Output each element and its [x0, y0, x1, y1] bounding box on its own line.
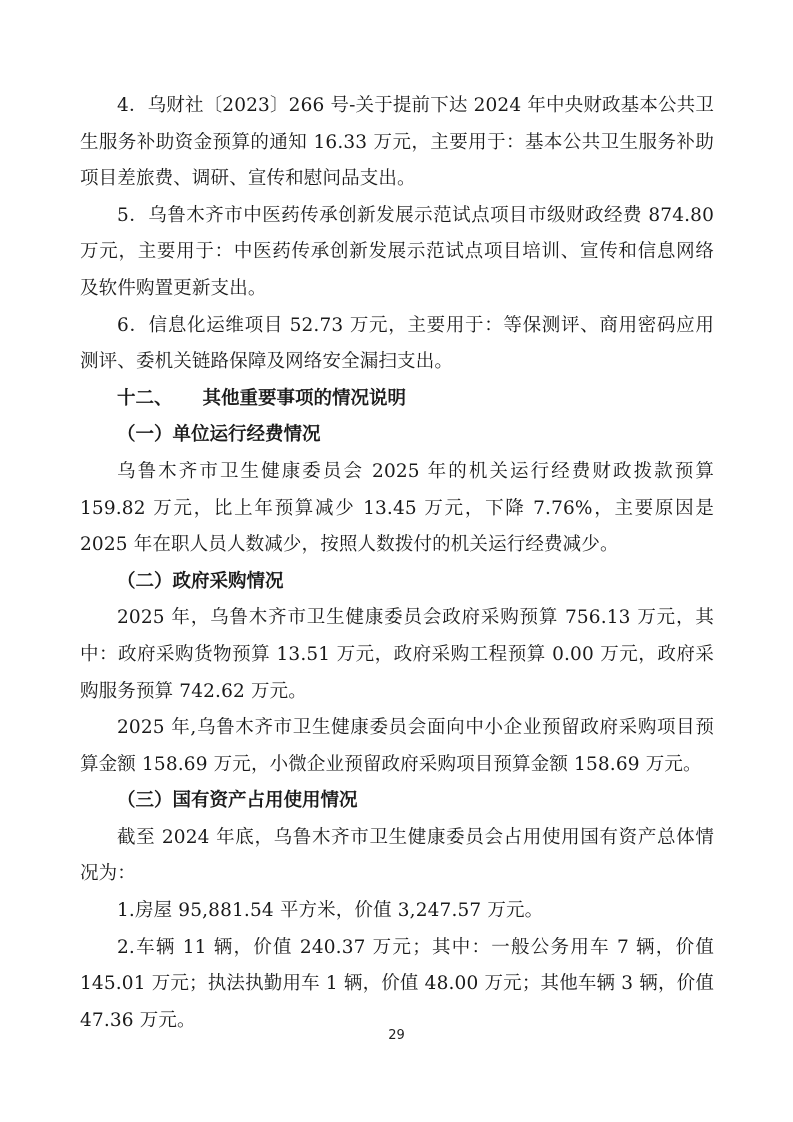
assets-vehicles-paragraph: 2.车辆 11 辆，价值 240.37 万元；其中：一般公务用车 7 辆，价值 145.01 万元；执法执勤用车 1 辆，价值 48.00 万元；其他车辆 3 辆，价值 47.36 万元。: [80, 936, 714, 1031]
sme-procurement-paragraph: 2025 年,乌鲁木齐市卫生健康委员会面向中小企业预留政府采购项目预算金额 158.69 万元，小微企业预留政府采购项目预算金额 158.69 万元。: [80, 717, 714, 775]
section-twelve-title: 其他重要事项的情况说明: [202, 387, 407, 409]
paragraph-item-5: 5．乌鲁木齐市中医药传承创新发展示范试点项目市级财政经费 874.80 万元，主要用于：中医药传承创新发展示范试点项目培训、宣传和信息网络及软件购置更新支出。: [80, 204, 714, 299]
subsection-2-heading: （二）政府采购情况: [117, 570, 284, 592]
subsection-3-heading: （三）国有资产占用使用情况: [117, 790, 358, 812]
paragraph-item-4: 4．乌财社〔2023〕266 号-关于提前下达 2024 年中央财政基本公共卫生服务补助资金预算的通知 16.33 万元，主要用于：基本公共卫生服务补助项目差旅费、调研、宣传和慰问品支出。: [80, 95, 714, 190]
subsection-1-heading: （一）单位运行经费情况: [117, 424, 321, 446]
assets-buildings-paragraph: 1.房屋 95,881.54 平方米，价值 3,247.57 万元。: [117, 900, 544, 922]
section-twelve-number: 十二、: [117, 387, 173, 409]
section-twelve-heading: [80, 381, 714, 418]
assets-intro-paragraph: 截至 2024 年底，乌鲁木齐市卫生健康委员会占用使用国有资产总体情况为：: [80, 826, 714, 885]
operating-expense-paragraph: 乌鲁木齐市卫生健康委员会 2025 年的机关运行经费财政拨款预算 159.82 万元，比上年预算减少 13.45 万元，下降 7.76%，主要原因是 2025 年在职人员人数减少，按照人数拨付的机关运行经费减少。: [80, 460, 714, 556]
page-content: [80, 88, 714, 1039]
page-number: 29: [388, 1028, 405, 1043]
procurement-paragraph: 2025 年，乌鲁木齐市卫生健康委员会政府采购预算 756.13 万元，其中：政府采购货物预算 13.51 万元，政府采购工程预算 0.00 万元，政府采购服务预算 742.62 万元。: [80, 607, 714, 702]
paragraph-item-6: 6．信息化运维项目 52.73 万元，主要用于：等保测评、商用密码应用测评、委机关链路保障及网络安全漏扫支出。: [80, 314, 714, 373]
